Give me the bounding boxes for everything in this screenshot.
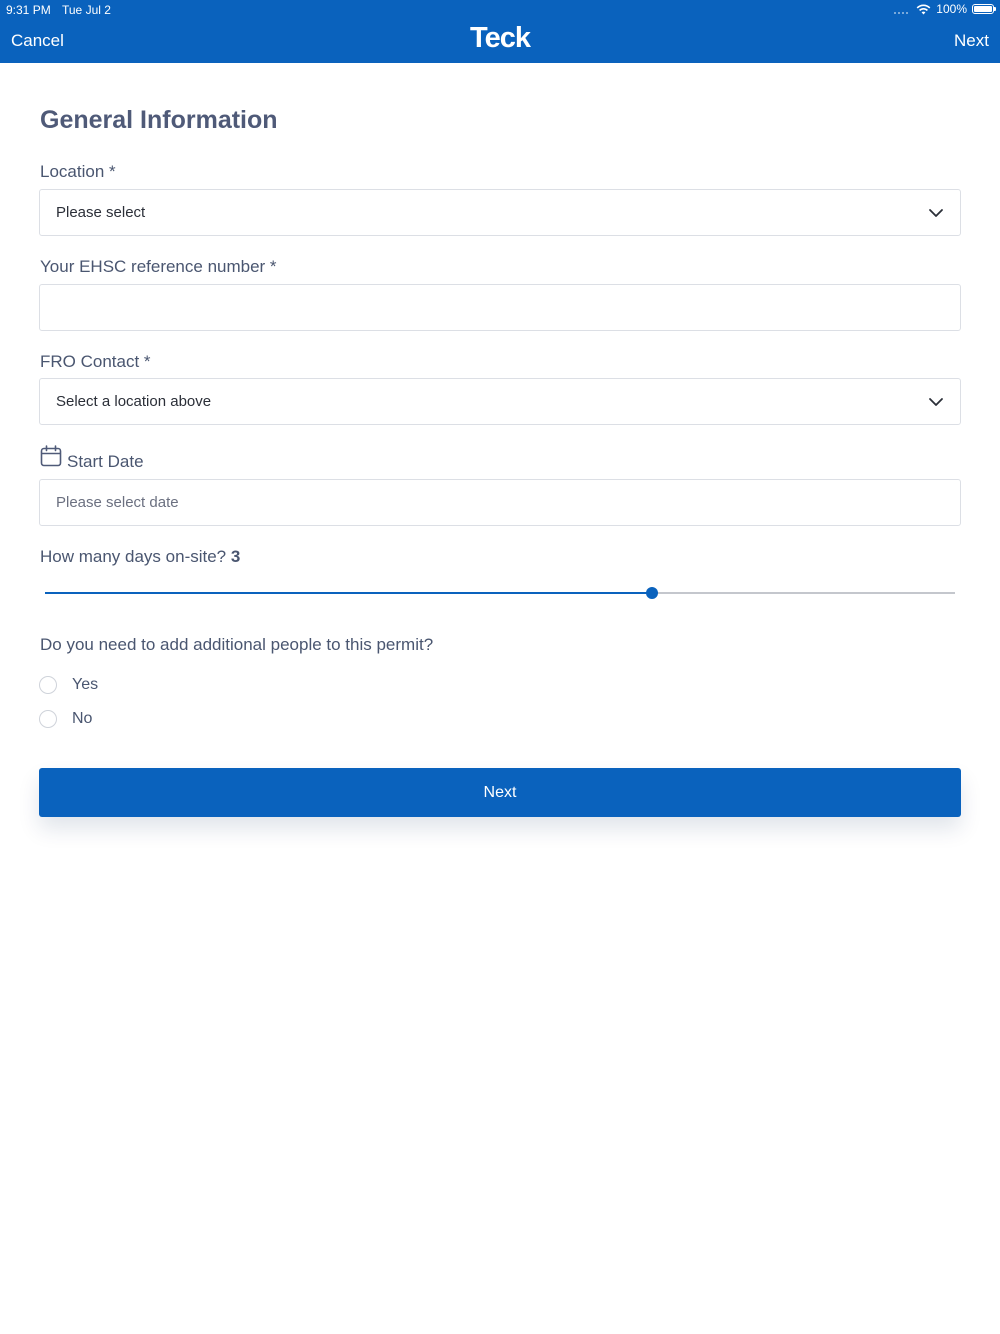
status-indicators — [894, 2, 994, 16]
start-date-input[interactable] — [39, 479, 961, 526]
slider-thumb[interactable] — [646, 587, 658, 599]
radio-yes-circle[interactable] — [39, 676, 57, 694]
signal-icon — [894, 12, 908, 14]
teck-logo: Teck — [470, 22, 530, 54]
days-onsite-label — [40, 547, 240, 567]
battery-percent: 100% — [936, 2, 967, 16]
days-onsite-value: 3 — [230, 547, 241, 566]
start-date-label: Start Date — [67, 452, 144, 471]
location-select-value: Please select — [56, 204, 146, 221]
cancel-button[interactable]: Cancel — [11, 31, 64, 50]
calendar-icon — [40, 445, 62, 467]
fro-contact-label: FRO Contact * — [40, 352, 151, 371]
header-next-button[interactable]: Next — [954, 31, 989, 50]
slider-fill — [45, 592, 652, 594]
radio-no-circle[interactable] — [39, 710, 57, 728]
wifi-icon — [916, 4, 931, 15]
location-label: Location * — [40, 162, 116, 181]
next-button[interactable]: Next — [39, 768, 961, 817]
status-date: Tue Jul 2 — [62, 3, 111, 17]
app-header — [0, 0, 1000, 63]
radio-yes[interactable] — [39, 676, 98, 694]
battery-icon — [972, 4, 994, 14]
page-title: General Information — [40, 106, 278, 134]
location-select[interactable] — [39, 189, 961, 236]
radio-yes-label: Yes — [72, 676, 99, 693]
radio-no-label: No — [72, 710, 93, 727]
fro-contact-select-value: Select a location above — [56, 393, 212, 410]
days-onsite-slider[interactable] — [45, 592, 955, 594]
radio-no[interactable] — [39, 710, 92, 728]
ehsc-label: Your EHSC reference number * — [40, 257, 277, 276]
days-onsite-question: How many days on-site? — [40, 547, 227, 566]
status-time: 9:31 PM — [6, 3, 51, 17]
chevron-down-icon — [928, 394, 944, 410]
chevron-down-icon — [928, 205, 944, 221]
additional-people-question: Do you need to add additional people to this permit? — [40, 635, 434, 654]
ehsc-reference-input[interactable] — [39, 284, 961, 331]
fro-contact-select[interactable] — [39, 378, 961, 425]
